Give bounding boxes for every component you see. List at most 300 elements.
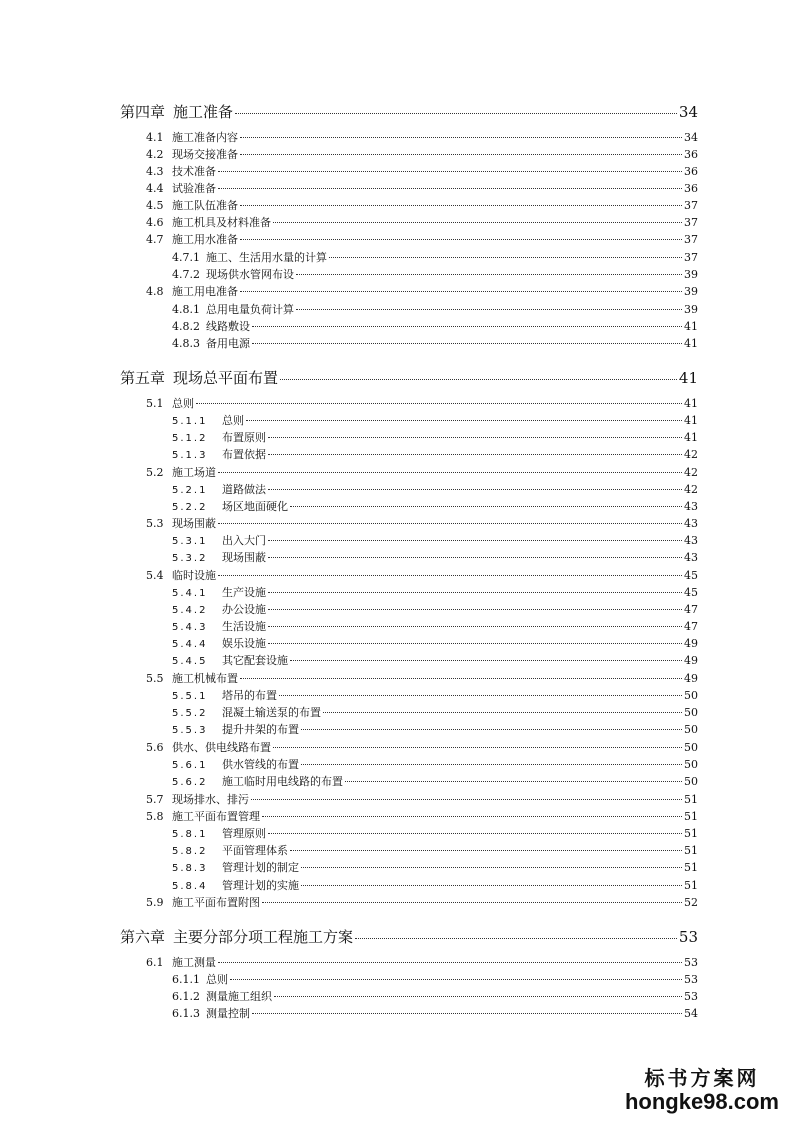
toc-entry[interactable] (146, 180, 698, 196)
toc-entry-title: 办公设施 (222, 603, 266, 616)
toc-entry-title: 管理计划的制定 (222, 861, 299, 874)
toc-entry[interactable] (172, 756, 698, 772)
toc-entry[interactable] (172, 652, 698, 668)
watermark-url: hongke98.com (624, 1089, 779, 1114)
toc-leader-dots (240, 291, 682, 292)
toc-entry-page: 41 (684, 431, 698, 444)
toc-entry[interactable] (172, 446, 698, 462)
toc-entry-page: 36 (684, 165, 698, 178)
toc-entry-title: 总用电量负荷计算 (206, 303, 294, 316)
toc-entry-label (146, 567, 216, 583)
toc-entry-label (172, 773, 343, 789)
toc-leader-dots (280, 379, 677, 380)
toc-leader-dots (268, 540, 682, 541)
toc-leader-dots (290, 850, 682, 851)
toc-entry[interactable] (172, 773, 698, 789)
toc-entry[interactable] (146, 808, 698, 824)
toc-entry-page: 41 (684, 337, 698, 350)
toc-entry-title: 现场围蔽 (172, 517, 216, 530)
toc-entry-page: 42 (684, 483, 698, 496)
toc-entry[interactable] (146, 146, 698, 162)
toc-leader-dots (218, 188, 682, 189)
toc-entry-number: 5.8.3 (172, 863, 208, 874)
toc-entry-title: 施工平面布置附图 (172, 896, 260, 909)
toc-entry[interactable] (172, 481, 698, 497)
toc-entry-label (172, 988, 272, 1004)
toc-entry-label (172, 446, 266, 462)
toc-entry-title: 提升井架的布置 (222, 723, 299, 736)
toc-leader-dots (262, 816, 682, 817)
toc-entry-number: 5.4.3 (172, 622, 208, 633)
toc-entry-number: 4.2 (146, 148, 164, 161)
toc-entry[interactable] (172, 429, 698, 445)
toc-entry-label (172, 481, 266, 497)
toc-leader-dots (240, 239, 682, 240)
toc-leader-dots (252, 326, 682, 327)
toc-entry-label (146, 894, 260, 910)
toc-leader-dots (268, 626, 682, 627)
toc-entry-title: 测量控制 (206, 1007, 250, 1020)
toc-entry-number: 5.5.1 (172, 691, 208, 702)
toc-entry[interactable] (172, 988, 698, 1004)
toc-leader-dots (268, 489, 682, 490)
toc-leader-dots (252, 1013, 682, 1014)
toc-entry[interactable] (172, 266, 698, 282)
toc-entry-label (172, 859, 299, 875)
toc-entry[interactable] (172, 549, 698, 565)
toc-entry[interactable] (172, 842, 698, 858)
toc-leader-dots (240, 678, 682, 679)
toc-entry-title: 现场围蔽 (222, 551, 266, 564)
toc-entry-label (146, 163, 216, 179)
toc-entry-number: 4.7 (146, 233, 164, 246)
toc-leader-dots (274, 996, 682, 997)
toc-entry-number: 5.5 (146, 672, 164, 685)
toc-entry-label (172, 971, 228, 987)
toc-entry-title: 施工队伍准备 (172, 199, 238, 212)
toc-entry-number: 5.3 (146, 517, 164, 530)
toc-entry-page: 51 (684, 861, 698, 874)
toc-entry[interactable] (120, 926, 698, 947)
toc-entry-page: 50 (684, 741, 698, 754)
toc-entry[interactable] (146, 395, 698, 411)
toc-entry-label (172, 549, 266, 565)
toc-entry-number: 5.4.4 (172, 639, 208, 650)
toc-entry-title: 平面管理体系 (222, 844, 288, 857)
toc-entry-number: 4.5 (146, 199, 164, 212)
toc-entry-page: 53 (684, 956, 698, 969)
toc-entry-number: 5.8.2 (172, 846, 208, 857)
toc-entry-title: 供水管线的布置 (222, 758, 299, 771)
toc-entry[interactable] (146, 214, 698, 230)
toc-leader-dots (273, 222, 682, 223)
toc-leader-dots (268, 833, 682, 834)
toc-entry-page: 37 (684, 251, 698, 264)
toc-entry-number: 5.6 (146, 741, 164, 754)
toc-entry[interactable] (146, 231, 698, 247)
toc-entry-title: 施工机具及材料准备 (172, 216, 271, 229)
toc-entry-label (146, 464, 216, 480)
toc-entry[interactable] (172, 301, 698, 317)
toc-entry[interactable] (146, 894, 698, 910)
toc-entry[interactable] (120, 367, 698, 388)
toc-entry-title: 布置原则 (222, 431, 266, 444)
toc-entry-number: 5.6.2 (172, 777, 208, 788)
toc-leader-dots (252, 343, 682, 344)
toc-leader-dots (218, 523, 682, 524)
toc-leader-dots (268, 643, 682, 644)
toc-entry-page: 39 (684, 268, 698, 281)
toc-entry-title: 总则 (206, 973, 228, 986)
toc-leader-dots (296, 274, 682, 275)
toc-entry[interactable] (172, 498, 698, 514)
toc-entry-label (146, 129, 238, 145)
toc-leader-dots (240, 205, 682, 206)
toc-entry-number: 6.1 (146, 956, 164, 969)
toc-entry-title: 总则 (172, 397, 194, 410)
toc-entry-number: 4.7.1 (172, 251, 200, 264)
toc-entry-title: 线路敷设 (206, 320, 250, 333)
watermark-cn: 标书方案网 (644, 1066, 760, 1090)
toc-leader-dots (240, 137, 682, 138)
toc-entry[interactable] (172, 1005, 698, 1021)
toc-entry-number: 5.2.1 (172, 485, 208, 496)
toc-entry-title: 施工用水准备 (172, 233, 238, 246)
toc-leader-dots (218, 171, 682, 172)
toc-entry-title: 主要分部分项工程施工方案 (173, 928, 354, 946)
toc-entry-label (172, 318, 250, 334)
toc-entry[interactable] (146, 515, 698, 531)
toc-entry-number: 5.4.5 (172, 656, 208, 667)
toc-entry[interactable] (146, 739, 698, 755)
toc-leader-dots (230, 979, 682, 980)
toc-entry-label (172, 618, 266, 634)
toc-entry-title: 出入大门 (222, 534, 266, 547)
toc-entry-page: 43 (684, 534, 698, 547)
toc-entry[interactable] (120, 101, 698, 122)
toc-entry-number: 5.1.2 (172, 433, 208, 444)
toc-entry-title: 临时设施 (172, 569, 216, 582)
toc-entry-number: 5.1.3 (172, 450, 208, 461)
toc-entry-label (146, 670, 238, 686)
toc-leader-dots (329, 257, 682, 258)
toc-leader-dots (218, 575, 682, 576)
toc-entry[interactable] (172, 618, 698, 634)
toc-entry-label (172, 635, 266, 651)
toc-entry-page: 41 (684, 397, 698, 410)
toc-entry-page: 43 (684, 517, 698, 530)
toc-entry-title: 施工用电准备 (172, 285, 238, 298)
toc-entry-title: 道路做法 (222, 483, 266, 496)
toc-entry-title: 生活设施 (222, 620, 266, 633)
toc-entry-page: 52 (684, 896, 698, 909)
toc-entry-page: 51 (684, 793, 698, 806)
toc-entry-number: 5.2 (146, 466, 164, 479)
toc-entry-label (146, 395, 194, 411)
toc-entry[interactable] (146, 129, 698, 145)
toc-entry-number: 5.4.1 (172, 588, 208, 599)
toc-leader-dots (323, 712, 682, 713)
toc-entry-page: 49 (684, 672, 698, 685)
toc-entry-page: 37 (684, 216, 698, 229)
toc-entry-page: 34 (684, 131, 698, 144)
toc-entry-number: 5.8.1 (172, 829, 208, 840)
toc-entry-number: 5.8.4 (172, 881, 208, 892)
toc-entry-title: 生产设施 (222, 586, 266, 599)
toc-entry-number: 第五章 (120, 369, 166, 387)
toc-leader-dots (218, 962, 682, 963)
toc-entry-page: 53 (684, 990, 698, 1003)
toc-entry-page: 50 (684, 706, 698, 719)
toc-entry-title: 施工准备 (173, 103, 234, 121)
toc-entry-number: 5.1 (146, 397, 164, 410)
toc-leader-dots (268, 557, 682, 558)
toc-entry-number: 5.4.2 (172, 605, 208, 616)
toc-entry-number: 5.6.1 (172, 760, 208, 771)
toc-entry-number: 4.8.2 (172, 320, 200, 333)
toc-entry-page: 51 (684, 844, 698, 857)
toc-entry-label (120, 367, 278, 388)
toc-entry-title: 场区地面硬化 (222, 500, 288, 513)
toc-entry[interactable] (146, 567, 698, 583)
toc-entry-page: 39 (684, 303, 698, 316)
toc-entry[interactable] (146, 283, 698, 299)
toc-entry-title: 现场总平面布置 (173, 369, 279, 387)
toc-entry-title: 施工机械布置 (172, 672, 238, 685)
toc-entry[interactable] (172, 687, 698, 703)
toc-entry[interactable] (172, 877, 698, 893)
toc-entry-label (146, 283, 238, 299)
toc-entry-page: 47 (684, 620, 698, 633)
toc-entry[interactable] (172, 859, 698, 875)
toc-entry-title: 现场供水管网布设 (206, 268, 294, 281)
toc-entry-page: 50 (684, 758, 698, 771)
toc-entry-page: 41 (684, 414, 698, 427)
toc-entry-label (146, 954, 216, 970)
toc-entry[interactable] (172, 335, 698, 351)
toc-entry-title: 施工准备内容 (172, 131, 238, 144)
toc-entry-page: 42 (684, 448, 698, 461)
toc-leader-dots (240, 154, 682, 155)
toc-entry-label (172, 704, 321, 720)
toc-entry-title: 总则 (222, 414, 244, 427)
toc-entry-page: 36 (684, 182, 698, 195)
toc-entry-page: 47 (684, 603, 698, 616)
toc-entry-number: 5.3.1 (172, 536, 208, 547)
toc-leader-dots (262, 902, 682, 903)
toc-leader-dots (290, 660, 682, 661)
toc-entry-page: 34 (678, 103, 698, 121)
toc-leader-dots (235, 113, 677, 114)
toc-leader-dots (268, 437, 682, 438)
toc-entry-number: 4.6 (146, 216, 164, 229)
toc-entry[interactable] (146, 197, 698, 213)
toc-entry-number: 4.3 (146, 165, 164, 178)
toc-entry-title: 施工、生活用水量的计算 (206, 251, 327, 264)
toc-entry-label (172, 721, 299, 737)
toc-entry[interactable] (172, 601, 698, 617)
toc-entry-label (172, 825, 266, 841)
watermark (625, 1062, 779, 1115)
toc-entry-label (146, 180, 216, 196)
toc-entry-number: 5.1.1 (172, 416, 208, 427)
toc-entry[interactable] (146, 670, 698, 686)
toc-entry-label (172, 1005, 250, 1021)
toc-entry-number: 4.4 (146, 182, 164, 195)
toc-entry-page: 50 (684, 689, 698, 702)
toc-entry-title: 娱乐设施 (222, 637, 266, 650)
toc-entry[interactable] (172, 584, 698, 600)
toc-entry-title: 现场交接准备 (172, 148, 238, 161)
toc-entry-page: 39 (684, 285, 698, 298)
toc-entry-label (120, 926, 353, 947)
toc-entry-number: 4.8.3 (172, 337, 200, 350)
toc-entry-label (172, 584, 266, 600)
toc-entry[interactable] (172, 635, 698, 651)
toc-entry-page: 41 (684, 320, 698, 333)
toc-leader-dots (279, 695, 682, 696)
toc-entry-title: 施工场道 (172, 466, 216, 479)
toc-entry[interactable] (172, 532, 698, 548)
toc-entry-title: 施工平面布置管理 (172, 810, 260, 823)
toc-entry-label (172, 429, 266, 445)
toc-entry-page: 49 (684, 637, 698, 650)
toc-entry-title: 塔吊的布置 (222, 689, 277, 702)
toc-leader-dots (246, 420, 682, 421)
toc-entry[interactable] (172, 318, 698, 334)
toc-entry-number: 4.8 (146, 285, 164, 298)
toc-entry-page: 43 (684, 551, 698, 564)
toc-entry-label (120, 101, 233, 122)
toc-entry-label (172, 687, 277, 703)
toc-entry-label (146, 515, 216, 531)
toc-entry-page: 53 (678, 928, 698, 946)
toc-entry-page: 45 (684, 586, 698, 599)
toc-leader-dots (273, 747, 682, 748)
toc-entry-title: 技术准备 (172, 165, 216, 178)
toc-leader-dots (251, 799, 682, 800)
toc-leader-dots (301, 885, 682, 886)
toc-entry-label (172, 249, 327, 265)
toc-entry-number: 5.8 (146, 810, 164, 823)
toc-entry-label (172, 842, 288, 858)
toc-entry-label (146, 791, 249, 807)
toc-entry-title: 施工测量 (172, 956, 216, 969)
toc-entry-number: 4.1 (146, 131, 164, 144)
toc-entry-page: 53 (684, 973, 698, 986)
toc-entry-label (146, 231, 238, 247)
toc-leader-dots (301, 729, 682, 730)
toc-entry-label (146, 146, 238, 162)
toc-entry-label (146, 197, 238, 213)
toc-entry-page: 45 (684, 569, 698, 582)
toc-entry-page: 37 (684, 233, 698, 246)
toc-entry-title: 其它配套设施 (222, 654, 288, 667)
toc-entry-page: 41 (678, 369, 698, 387)
toc-entry-label (172, 652, 288, 668)
toc-entry-number: 5.5.3 (172, 725, 208, 736)
toc-entry-label (172, 412, 244, 428)
toc-entry[interactable] (172, 412, 698, 428)
toc-entry[interactable] (146, 954, 698, 970)
toc-entry-label (146, 808, 260, 824)
toc-entry[interactable] (172, 971, 698, 987)
toc-leader-dots (268, 454, 682, 455)
toc-entry-number: 6.1.3 (172, 1007, 200, 1020)
toc-entry-number: 5.4 (146, 569, 164, 582)
toc-entry-label (172, 498, 288, 514)
toc-entry-title: 备用电源 (206, 337, 250, 350)
toc-entry[interactable] (146, 791, 698, 807)
toc-entry-page: 42 (684, 466, 698, 479)
toc-entry-page: 37 (684, 199, 698, 212)
toc-entry-title: 现场排水、排污 (172, 793, 249, 806)
toc-leader-dots (218, 472, 682, 473)
toc-entry[interactable] (172, 704, 698, 720)
toc-entry[interactable] (172, 249, 698, 265)
toc-entry-label (146, 739, 271, 755)
toc-entry-label (146, 214, 271, 230)
toc-entry-page: 51 (684, 827, 698, 840)
toc-leader-dots (296, 309, 682, 310)
toc-entry-page: 49 (684, 654, 698, 667)
toc-entry-number: 4.8.1 (172, 303, 200, 316)
toc-entry-number: 5.5.2 (172, 708, 208, 719)
toc-entry-label (172, 532, 266, 548)
toc-entry-page: 50 (684, 775, 698, 788)
toc-entry-page: 54 (684, 1007, 698, 1020)
toc-leader-dots (301, 867, 682, 868)
toc-entry-title: 供水、供电线路布置 (172, 741, 271, 754)
toc-entry-title: 施工临时用电线路的布置 (222, 775, 343, 788)
toc-entry[interactable] (146, 163, 698, 179)
toc-entry-title: 布置依据 (222, 448, 266, 461)
toc-leader-dots (268, 592, 682, 593)
toc-entry-number: 5.3.2 (172, 553, 208, 564)
toc-entry-page: 51 (684, 879, 698, 892)
toc-leader-dots (301, 764, 682, 765)
toc-entry[interactable] (172, 825, 698, 841)
toc-entry-label (172, 601, 266, 617)
toc-leader-dots (196, 403, 682, 404)
toc-entry-title: 混凝土输送泵的布置 (222, 706, 321, 719)
toc-entry[interactable] (172, 721, 698, 737)
toc-entry-title: 测量施工组织 (206, 990, 272, 1003)
toc-entry[interactable] (146, 464, 698, 480)
toc-entry-page: 36 (684, 148, 698, 161)
toc-entry-number: 6.1.1 (172, 973, 200, 986)
toc-entry-number: 5.7 (146, 793, 164, 806)
toc-entry-title: 试验准备 (172, 182, 216, 195)
toc-entry-label (172, 266, 294, 282)
toc-entry-label (172, 756, 299, 772)
toc-entry-title: 管理原则 (222, 827, 266, 840)
toc-entry-label (172, 877, 299, 893)
toc-leader-dots (355, 938, 677, 939)
toc-leader-dots (290, 506, 682, 507)
toc-entry-page: 51 (684, 810, 698, 823)
toc-entry-number: 4.7.2 (172, 268, 200, 281)
toc-entry-number: 第四章 (120, 103, 166, 121)
toc-entry-number: 6.1.2 (172, 990, 200, 1003)
toc-entry-title: 管理计划的实施 (222, 879, 299, 892)
toc-entry-number: 5.9 (146, 896, 164, 909)
toc-entry-page: 43 (684, 500, 698, 513)
toc-entry-number: 5.2.2 (172, 502, 208, 513)
toc-entry-label (172, 335, 250, 351)
toc-entry-page: 50 (684, 723, 698, 736)
toc-entry-number: 第六章 (120, 928, 166, 946)
